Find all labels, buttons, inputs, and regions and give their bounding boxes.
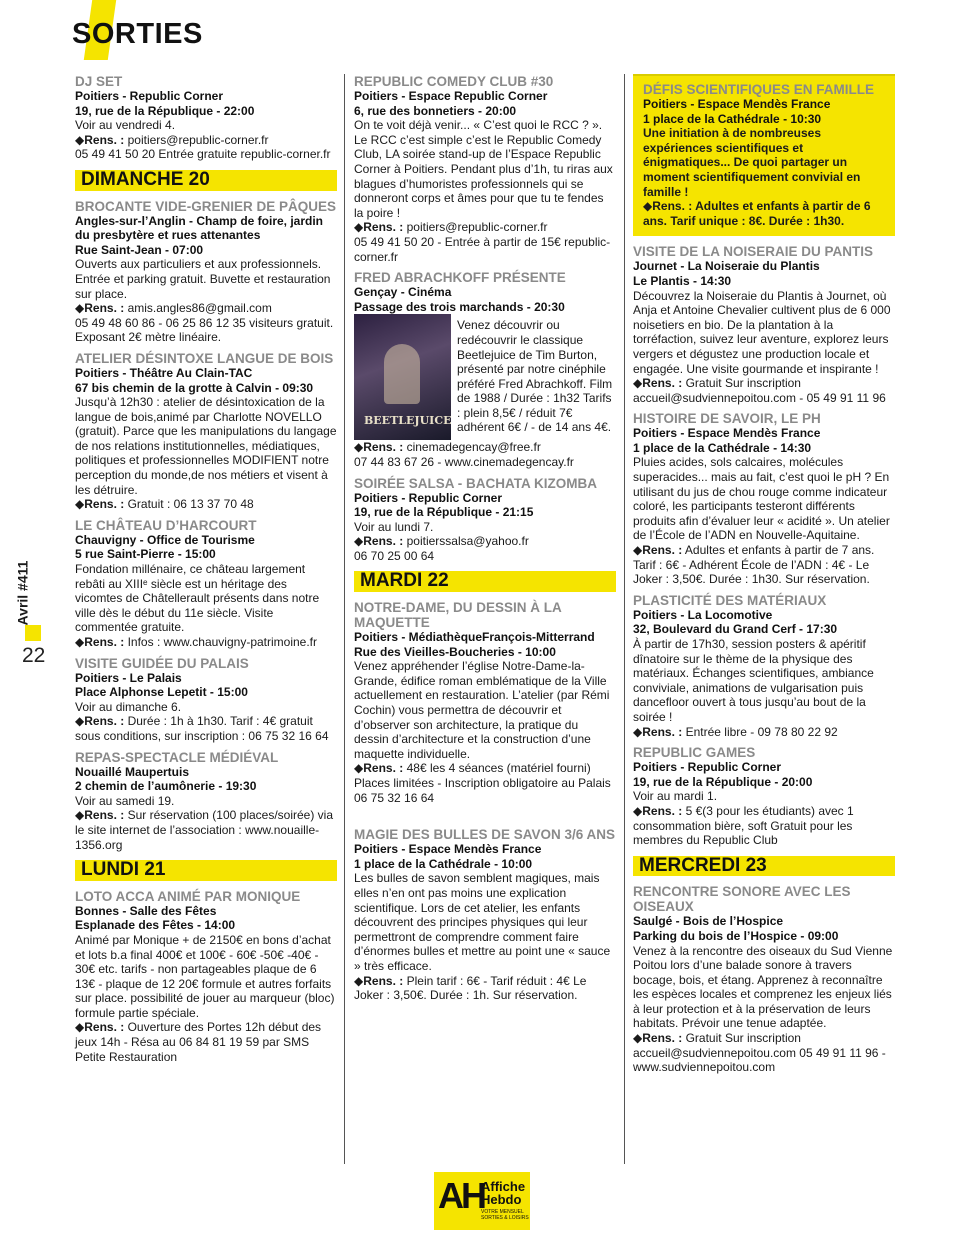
column-divider [624, 74, 625, 1164]
event-rens: ◆Rens. : Entrée libre - 09 78 80 22 92 [633, 724, 838, 739]
event-title: VISITE DE LA NOISERAIE DU PANTIS [633, 244, 874, 260]
event-visite-palais [75, 656, 337, 744]
event-desc: Animé par Monique + de 2150€ en bons d’achat et lots b.a final 400€ et 100€ - 60€ -50€ -40€ - 30€ etc. tarifs - non partageables plaque de 6 13€ - plaque de 12 20€ formule et autres forfaits sur place. possibilité de jouer au marqueur (bloc) formule partie spéciale. [75, 932, 335, 1020]
event-desc: Venez appréhender l’église Notre-Dame-la-Grande, édifice roman emblématique de la Ville actuellement en restauration. L’atelier (par Rémi Cochin) vous permettra de découvrir et d’observer son architecture, la pratique du dessin d’architecture et la construction d’une maquette individuelle. [354, 659, 610, 761]
event-address: 2 chemin de l’aumônerie - 19:30 [75, 779, 257, 794]
page-number: 22 [22, 644, 46, 667]
event-repas-spectacle [75, 750, 337, 853]
event-brocante [75, 199, 337, 345]
event-desc: Pluies acides, sols calcaires, molécules superacides... mais au fait, c’est quoi le pH ? En utilisant du jus de chou rouge comme indicateur coloré, les participants testeront différents produits afin d’évaluer leur « acidité ». Un atelier de l’École de l’ADN en Nouvelle-Aquitaine. [633, 455, 890, 543]
event-address: 1 place de la Cathédrale - 10:00 [354, 856, 533, 871]
event-location: Poitiers - Republic Corner [354, 490, 503, 505]
event-rens-extra: 07 44 83 67 26 - www.cinemadegencay.fr [354, 454, 574, 469]
event-rens: ◆Rens. : amis.angles86@gmail.com [75, 301, 272, 316]
event-location: Nouaillé Maupertuis [75, 764, 190, 779]
event-desc: Voir au dimanche 6. [75, 699, 182, 714]
column-3 [633, 74, 895, 1081]
event-location: Poitiers - Le Palais [75, 670, 182, 685]
column-2 [354, 74, 616, 1009]
event-address: Rue des Vieilles-Boucheries - 10:00 [354, 644, 556, 659]
event-address: Passage des trois marchands - 20:30 [354, 299, 565, 314]
event-desc: Jusqu’à 12h30 : atelier de désintoxication de la langue de bois,animé par Charlotte NOVELLO (gratuit). Parce que les manipulations du langage de nos relations institutionnelles, médiatiques, politiques et professionnelles MODIFIENT notre perception du monde,de nos métiers et visent à les détruire. [75, 395, 337, 497]
event-republic-comedy-club [354, 74, 616, 264]
event-title: ATELIER DÉSINTOXE LANGUE DE BOIS [75, 350, 334, 366]
event-rens: ◆Rens. : Ouverture des Portes 12h début des jeux 14h - Résa au 06 84 81 19 59 par SMS Petite Restauration [75, 1020, 322, 1064]
day-header: MARDI 22 [354, 571, 616, 592]
event-address: 1 place de la Cathédrale - 14:30 [633, 440, 812, 455]
event-address: 5 rue Saint-Pierre - 15:00 [75, 547, 216, 562]
event-address: 1 place de la Cathédrale - 10:30 [643, 111, 822, 126]
event-location: Saulgé - Bois de l’Hospice [633, 914, 784, 929]
event-desc: Une initiation à de nombreuses expériences scientifiques et énigmatiques... De quoi partager un moment scientifiquement convivial en famille ! [643, 126, 861, 199]
event-address: Le Plantis - 14:30 [633, 273, 732, 288]
event-title: REPUBLIC COMEDY CLUB #30 [354, 74, 554, 89]
event-rens: ◆Rens. : Infos : www.chauvigny-patrimoine.fr [75, 635, 318, 649]
logo-tagline: VOTRE MENSUEL SORTIES & LOISIRS [481, 1209, 529, 1221]
side-marker [25, 625, 41, 641]
poster-figure [384, 344, 420, 404]
event-location: Poitiers - Republic Corner [75, 89, 224, 103]
event-title: LOTO ACCA ANIMÉ PAR MONIQUE [75, 888, 301, 904]
event-location: Bonnes - Salle des Fêtes [75, 903, 217, 918]
column-1 [75, 74, 337, 1070]
event-desc: Venez à la rencontre des oiseaux du Sud Vienne Poitou lors d’une balade sonore à travers bocage, bois, et étang. Apprenez à reconnaître les espèces locales et comprenez les enjeux liés à leur protection et à la préservation de leurs habitats. Prévoir une tenue adaptée. [633, 943, 893, 1031]
event-desc: Voir au vendredi 4. [75, 118, 176, 133]
event-rens: ◆Rens. : Gratuit Sur inscription accueil@sudviennepoitou.com - 05 49 91 11 96 [633, 376, 886, 405]
event-rens-extra: 05 49 41 50 20 Entrée gratuite republic-corner.fr [75, 147, 331, 162]
event-plasticite [633, 593, 895, 739]
event-location: Poitiers - MédiathèqueFrançois-Mitterrand [354, 630, 595, 645]
event-rens-extra: 05 49 41 50 20 - Entrée à partir de 15€ republic-corner.fr [354, 234, 611, 264]
event-rencontre-oiseaux [633, 884, 895, 1075]
logo-line2: Hebdo [481, 1192, 522, 1207]
event-address: 19, rue de la République - 22:00 [75, 103, 255, 118]
event-rens: ◆Rens. : poitiers@republic-corner.fr [75, 132, 269, 147]
event-desc: Ouverts aux particuliers et aux professionnels. Entrée et parking gratuit. Buvette et restauration sur place. [75, 257, 331, 301]
event-address: 19, rue de la République - 20:00 [633, 774, 813, 789]
event-republic-games [633, 745, 895, 848]
event-rens: ◆Rens. : cinemadegencay@free.fr [354, 440, 541, 455]
event-location: Poitiers - Espace Republic Corner [354, 89, 548, 103]
event-title: PLASTICITÉ DES MATÉRIAUX [633, 592, 827, 608]
event-histoire-ph [633, 411, 895, 587]
event-rens: ◆Rens. : Plein tarif : 6€ - Tarif réduit : 4€ Le Joker : 3,50€. Durée : 1h. Sur réservation. [354, 973, 587, 1003]
event-atelier-desintoxe [75, 351, 337, 512]
event-title: DÉFIS SCIENTIFIQUES EN FAMILLE [643, 82, 875, 97]
event-location: Angles-sur-l’Anglin - Champ de foire, jardin du presbytère et rues attenantes [75, 213, 324, 243]
logo-line1: Affiche [481, 1179, 526, 1194]
event-rens-extra: 05 49 48 60 86 - 06 25 86 12 35 visiteurs gratuit. Exposant 2€ mètre linéaire. [75, 315, 334, 345]
event-location: Poitiers - Théâtre Au Clain-TAC [75, 365, 253, 380]
event-rens: ◆Rens. : Adultes et enfants à partir de 7 ans. Tarif : 6€ - Adhérent École de l’ADN : 4€ - Le Joker : 3,50€. Durée : 1h30. Sur réservation. [633, 543, 875, 587]
event-address: Esplanade des Fêtes - 14:00 [75, 918, 236, 933]
event-rens: ◆Rens. : poitierssalsa@yahoo.fr [354, 534, 529, 549]
event-title: FRED ABRACHKOFF PRÉSENTE [354, 270, 566, 286]
event-rens: ◆Rens. : Gratuit : 06 13 37 70 48 [75, 497, 254, 512]
event-desc: Découvrez la Noiseraie du Plantis à Journet, où Anja et Antoine Chevalier cultivent plus de 6 000 noisetiers en bio. De la plantation à la torréfaction, suivez leur aventure, explorez leurs vergers et dégustez une production locale et engagée. Une visite gourmande et inspirante ! [633, 288, 891, 376]
event-desc: Voir au lundi 7. [354, 519, 434, 534]
event-desc: Voir au samedi 19. [75, 793, 175, 808]
event-title: REPUBLIC GAMES [633, 745, 756, 761]
event-address: 67 bis chemin de la grotte à Calvin - 09:30 [75, 380, 314, 395]
event-rens: ◆Rens. : Durée : 1h à 1h30. Tarif : 4€ gratuit sous conditions, sur inscription : 06 75 32 16 64 [75, 714, 329, 743]
movie-poster [354, 314, 451, 440]
event-rens: ◆Rens. : Gratuit Sur inscription accueil@sudviennepoitou.com 05 49 91 11 96 - www.sudviennepoitou.com [633, 1031, 886, 1075]
event-title: DJ SET [75, 74, 123, 89]
event-desc: Venez découvrir ou redécouvrir le classique Beetlejuice de Tim Burton, présenté par notre cinéphile préféré Fred Abrachkoff. Film de 1988 / Durée : 1h32 Tarifs : plein 8,5€ / réduit 7€ adhérent 6€ / - de 14 ans 4€. [457, 318, 613, 435]
event-location: Chauvigny - Office de Tourisme [75, 532, 255, 547]
event-loto [75, 889, 337, 1065]
event-address: 19, rue de la République - 21:15 [354, 505, 534, 520]
event-noiseraie [633, 244, 895, 405]
affiche-hebdo-logo [434, 1172, 530, 1230]
column-divider [344, 74, 345, 1164]
event-desc: Voir au mardi 1. [633, 789, 718, 804]
event-rens: ◆Rens. : 5 €(3 pour les étudiants) avec 1 consommation bière, soft Gratuit pour les membres du Republic Club [633, 803, 854, 848]
event-location: Gençay - Cinéma [354, 285, 452, 300]
event-location: Poitiers - Espace Mendès France [643, 97, 831, 111]
event-address: 6, rue des bonnetiers - 20:00 [354, 103, 517, 118]
event-salsa [354, 476, 616, 564]
event-fred-abrachkoff [354, 270, 616, 469]
page-title: SORTIES [72, 18, 203, 50]
event-title: REPAS-SPECTACLE MÉDIÉVAL [75, 749, 279, 765]
event-notre-dame [354, 600, 616, 805]
logo-mark: AH [438, 1175, 484, 1216]
event-rens: ◆Rens. : 48€ les 4 séances (matériel fourni) Places limitées - Inscription obligatoire au Palais 06 75 32 16 64 [354, 761, 611, 805]
event-location: Journet - La Noiseraie du Plantis [633, 259, 820, 274]
event-chateau [75, 518, 337, 650]
event-title: LE CHÂTEAU D’HARCOURT [75, 517, 257, 533]
event-bulles-savon [354, 827, 616, 1003]
event-desc: Les bulles de savon semblent magiques, mais elles n’en ont pas moins une explication scientifique. Lors de cet atelier, les enfants découvrent des principes physiques qui leur permettront de comprendre comment faire d’énormes bulles et mettre au point une « sauce » très efficace. [354, 871, 611, 973]
event-title: RENCONTRE SONORE AVEC LES OISEAUX [633, 884, 851, 915]
event-address: Parking du bois de l’Hospice - 09:00 [633, 928, 839, 943]
event-body [354, 314, 616, 440]
event-address: Rue Saint-Jean - 07:00 [75, 242, 204, 257]
event-title: BROCANTE VIDE-GRENIER DE PÂQUES [75, 198, 337, 214]
event-rens: ◆Rens. : Adultes et enfants à partir de 6 ans. Tarif unique : 8€. Durée : 1h30. [643, 199, 871, 228]
event-title: SOIRÉE SALSA - BACHATA KIZOMBA [354, 475, 597, 491]
event-title: VISITE GUIDÉE DU PALAIS [75, 655, 249, 671]
event-address: Place Alphonse Lepetit - 15:00 [75, 685, 248, 700]
event-desc: Fondation millénaire, ce château largement rebâti au XIIIᵉ siècle est un héritage des vicomtes de Châtellerault présents dans notre ville dès le début du 11e siècle. Visite commentée gratuite. [75, 562, 320, 635]
event-dj-set [75, 74, 337, 162]
day-header: DIMANCHE 20 [75, 170, 337, 191]
day-header: MERCREDI 23 [633, 856, 895, 877]
event-location: Poitiers - Espace Mendès France [354, 842, 542, 857]
event-defis-scientifiques [633, 74, 895, 236]
event-desc: On te voit déjà venir... « C’est quoi le RCC ? ». Le RCC c’est simple c’est le Republic Comedy Club, LA soirée stand-up de l’Espace Republic Corner à Poitiers. Pendant plus d’1h, tu riras aux blagues d’humoristes professionnels qui se donneront corps et âmes pour que tu te fendes la poire ! [354, 118, 613, 220]
event-rens-extra: 06 70 25 00 64 [354, 548, 435, 563]
event-rens: ◆Rens. : Sur réservation (100 places/soirée) via le site internet de l’association : www.nouaille-1356.org [75, 808, 334, 852]
event-address: 32, Boulevard du Grand Cerf - 17:30 [633, 622, 838, 637]
event-title: HISTOIRE DE SAVOIR, LE PH [633, 411, 821, 427]
event-location: Poitiers - La Locomotive [633, 607, 773, 622]
event-title: MAGIE DES BULLES DE SAVON 3/6 ANS [354, 827, 616, 843]
event-title: NOTRE-DAME, DU DESSIN À LA MAQUETTE [354, 600, 562, 631]
day-header: LUNDI 21 [75, 860, 337, 881]
issue-label: Avril #411 [14, 560, 31, 626]
event-desc: À partir de 17h30, session posters & apéritif dînatoire sur le thème de la physique des matériaux. Échanges scientifiques, ambiance conviviale, animations de vulgarisation puis dancefloor ouvert à tous jusqu’au bout de la soirée ! [633, 637, 874, 724]
event-location: Poitiers - Republic Corner [633, 760, 782, 775]
event-rens: ◆Rens. : poitiers@republic-corner.fr [354, 220, 548, 235]
poster-title: BEETLEJUICE [364, 413, 451, 427]
event-location: Poitiers - Espace Mendès France [633, 426, 821, 441]
